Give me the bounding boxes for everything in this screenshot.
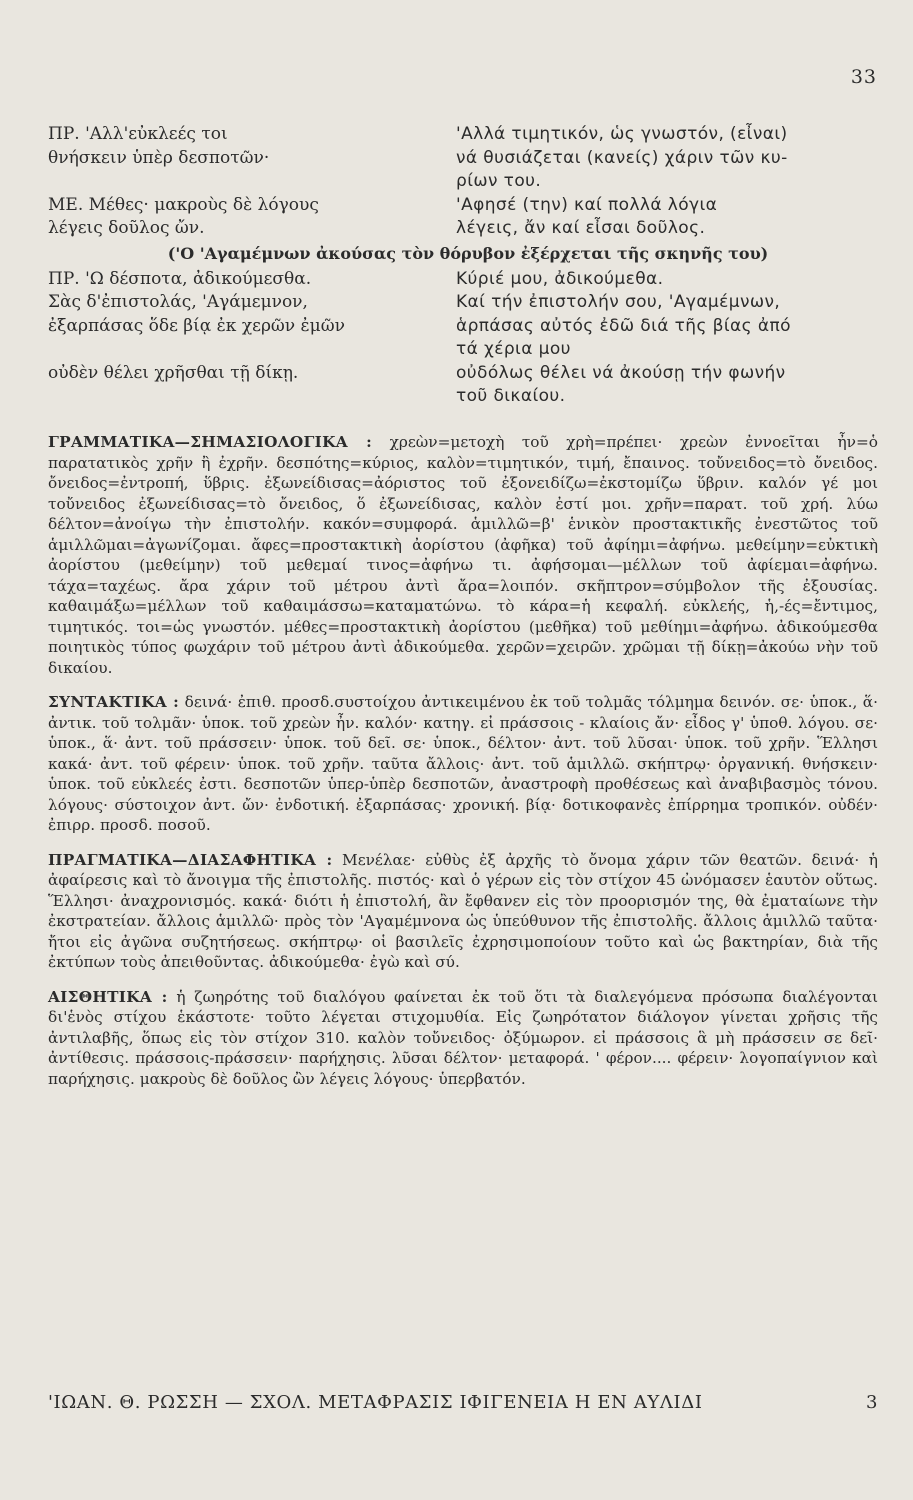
translation-text: Καί τήν ἐπιστολήν σου, 'Αγαμέμνων,: [456, 292, 781, 312]
footer-title: 'ΙΩΑΝ. Θ. ΡΩΣΣΗ — ΣΧΟΛ. ΜΕΤΑΦΡΑΣΙΣ ΙΦΙΓΕΝΕΙΑ Η ΕΝ ΑΥΛΙΔΙ: [48, 1392, 703, 1413]
ancient-text: ἐξαρπάσας ὅδε βίᾳ ἐκ χερῶν ἐμῶν: [48, 315, 345, 336]
dialogue-line: [48, 216, 888, 240]
dialogue-block: [48, 122, 888, 408]
section-title: ΠΡΑΓΜΑΤΙΚΑ—ΔΙΑΣΑΦΗΤΙΚΑ :: [48, 850, 333, 869]
ancient-text: οὐδὲν θέλει χρῆσθαι τῇ δίκῃ.: [48, 362, 299, 383]
note-section-aesthetic: [48, 987, 878, 1090]
running-footer: [48, 1392, 878, 1413]
section-title: ΣΥΝΤΑΚΤΙΚΑ :: [48, 693, 180, 711]
dialogue-line: [48, 384, 888, 408]
translation-text: ἁρπάσας αὐτός ἐδῶ διά τῆς βίας ἀπό: [456, 315, 791, 336]
commentary-notes: [48, 432, 878, 1103]
ancient-text: ΠΡ. 'Ω δέσποτα, ἀδικούμεσθα.: [48, 268, 312, 289]
note-section-grammar: [48, 432, 878, 678]
ancient-text: Σὰς δ'ἐπιστολάς, 'Αγάμεμνον,: [48, 292, 308, 312]
translation-text: οὐδόλως θέλει νά ἀκούσῃ τήν φωνήν: [456, 362, 786, 383]
section-title: ΑΙΣΘΗΤΙΚΑ :: [48, 987, 168, 1006]
dialogue-line: [48, 361, 888, 385]
note-section-syntax: [48, 692, 878, 836]
dialogue-line: [48, 290, 888, 314]
signature-mark: 3: [865, 1392, 878, 1413]
dialogue-line: [48, 314, 888, 338]
translation-text: ρίων του.: [456, 171, 542, 191]
section-text: Μενέλαε· εὐθὺς ἐξ ἀρχῆς τὸ ὄνομα χάριν τῶν θεατῶν. δεινά· ἡ ἀφαίρεσις καὶ τὸ ἄνοιγμα τῆς ἐπιστολῆς. πιστός· καὶ ὁ γέρων εἰς τὸν στίχον 45 ὠνόμασεν ἑαυτὸν οὕτως. Ἕλλησι· ἀναχρονισμός. κακά· διότι ἡ ἐπιστολή, ἂν ἔφθανεν εἰς τὸν προορισμόν της, θὰ ἐματαίωνε τὴν ἐκστρατείαν. ἄλλοις ἁμιλλῶ· πρὸς τὸν 'Αγαμέμνονα ὡς ὑπεύθυνον τῆς ἐπιστολῆς. ἄλλοις ἁμιλλῶ ταῦτα· ἤτοι εἰς ἀγῶνα συζητήσεως. σκήπτρῳ· οἱ βασιλεῖς ἐχρησιμοποίουν τοῦτο καὶ ὡς βακτηρίαν, διὰ τῆς ἐκτύπων τοὺς ἀπειθοῦντας. ἀδικούμεθα· ἐγὼ καὶ σύ.: [48, 850, 878, 971]
dialogue-line: [48, 337, 888, 361]
translation-text: νά θυσιάζεται (κανείς) χάριν τῶν κυ-: [456, 147, 788, 168]
ancient-text: θνήσκειν ὑπὲρ δεσποτῶν·: [48, 147, 270, 168]
note-section-factual: [48, 850, 878, 973]
section-title: ΓΡΑΜΜΑΤΙΚΑ—ΣΗΜΑΣΙΟΛΟΓΙΚΑ :: [48, 433, 373, 451]
ancient-text: [48, 169, 456, 193]
dialogue-line: [48, 193, 888, 217]
section-text: χρεὼν=μετοχὴ τοῦ χρὴ=πρέπει· χρεὼν ἐννοεῖται ἦν=ὁ παρατατικὸς χρῆν ἢ ἐχρῆν. δεσπότης=κύριος, καλὸν=τιμητικόν, τιμή, ἔπαινος. τοὔνειδος=τὸ ὄνειδος. ὄνειδος=ἐντροπή, ὕβρις. ἐξωνείδισας=ἀόριστος τοῦ ἐξονειδίζω=ἐκστομίζω ὕβριν. καλόν γέ μοι τοὔνειδος ἐξωνείδισας=τὸ ὄνειδος, ὅ ἐξωνείδισας, καλὸν ἐστί μοι. χρῆν=παρατ. τοῦ χρή. λύω δέλτον=ἀνοίγω τὴν ἐπιστολήν. κακόν=συμφορά. ἁμιλλῶ=β' ἑνικὸν προστακτικῆς ἐνεστῶτος τοῦ ἁμιλλῶμαι=ἀγωνίζομαι. ἄφες=προστακτικὴ ἀορίστου (ἀφῆκα) τοῦ ἀφίημι=ἀφήνω. μεθείμην=εὐκτικὴ ἀορίστου (μεθείμην) τοῦ μεθεμαί τινος=ἀφήνω τι. ἀφήσομαι—μέλλων τοῦ ἀφίεμαι=ἀφήνω. τάχα=ταχέως. ἄρα χάριν τοῦ μέτρου ἀντὶ ἄρα=λοιπόν. σκῆπτρον=σύμβολον τῆς ἐξουσίας. καθαιμάξω=μέλλων τοῦ καθαιμάσσω=καταματώνω. τὸ κάρα=ἡ κεφαλή. εὐκλεής, ἡ,-ές=ἔντιμος, τιμητικός. τοι=ὡς γνωστόν. μέθες=προστακτικὴ ἀορίστου (μεθῆκα) τοῦ μεθίημι=ἀφήνω. ἀδικούμεσθα ποιητικὸς τύπος φωχάριν τοῦ μέτρου ἀντὶ ἀδικούμεθα. χερῶν=χειρῶν. χρῶμαι τῇ δίκῃ=ἀκούω νὴν τοῦ δικαίου.: [48, 433, 878, 677]
section-text: δεινά· ἐπιθ. προσδ.συστοίχου ἀντικειμένου ἐκ τοῦ τολμᾶς τόλμημα δεινόν. σε· ὑποκ., ἅ· ἀντικ. τοῦ τολμᾶν· ὑποκ. τοῦ χρεὼν ἦν. καλόν· κατηγ. εἰ πράσσοις - κλαίοις ἄν· εἶδος γ' ὑποθ. λόγου. σε· ὑποκ., ἅ· ἀντ. τοῦ πράσσειν· ὑποκ. τοῦ δεῖ. σε· ὑποκ., δέλτον· ἀντ. τοῦ λῦσαι· ὑποκ. τοῦ χρῆν. Ἕλλησι κακά· ἀντ. τοῦ φέρειν· ὑποκ. τοῦ χρῆν. ταῦτα ἄλλοις· ἀντ. τοῦ ἁμιλλῶ. σκήπτρῳ· ὀργανική. θνήσκειν· ὑποκ. τοῦ εὐκλεές ἐστι. δεσποτῶν ὑπερ-ὑπὲρ δεσποτῶν, ἀναστροφὴ προθέσεως καὶ ἀναβιβασμὸς τόνου. λόγους· σύστοιχον ἀντ. ὤν· ἐνδοτική. ἐξαρπάσας· χρονική. βίᾳ· δοτικοφανὲς ἐπίρρημα τροπικόν. οὐδέν· ἐπιρρ. προσδ. ποσοῦ.: [48, 693, 878, 834]
dialogue-line: [48, 169, 888, 193]
translation-text: τοῦ δικαίου.: [456, 386, 566, 406]
ancient-text: λέγεις δοῦλος ὤν.: [48, 218, 205, 238]
translation-text: 'Αφησέ (την) καί πολλά λόγια: [456, 194, 718, 215]
dialogue-line: [48, 122, 888, 146]
stage-direction: ('Ο 'Αγαμέμνων ἀκούσας τὸν θόρυβον ἐξέρχεται τῆς σκηνῆς του): [167, 243, 769, 263]
dialogue-line: [48, 267, 888, 291]
ancient-text: ΜΕ. Μέθες· μακροὺς δὲ λόγους: [48, 194, 319, 215]
ancient-text: [48, 384, 456, 408]
translation-text: 'Αλλά τιμητικόν, ὡς γνωστόν, (εἶναι): [456, 124, 788, 144]
dialogue-line: [48, 146, 888, 170]
ancient-text: ΠΡ. 'Αλλ'εὐκλεές τοι: [48, 124, 228, 144]
translation-text: Κύριέ μου, ἀδικούμεθα.: [456, 268, 664, 289]
ancient-text: [48, 337, 456, 361]
page-number: 33: [850, 66, 877, 88]
translation-text: λέγεις, ἄν καί εἶσαι δοῦλος.: [456, 218, 706, 238]
translation-text: τά χέρια μου: [456, 339, 571, 359]
section-text: ἡ ζωηρότης τοῦ διαλόγου φαίνεται ἐκ τοῦ ὅτι τὰ διαλεγόμενα πρόσωπα διαλέγονται δι'ἑνὸς στίχου ἑκάστοτε· τοῦτο λέγεται στιχομυθία. Εἰς ζωηρότατον διάλογον γίνεται χρῆσις τῆς ἀντιλαβῆς, ὅπως εἰς τὸν στίχον 310. καλὸν τοὔνειδος· ὀξύμωρον. εἰ πράσσοις ἃ μὴ πράσσειν σε δεῖ· ἀντίθεσις. πράσσοις-πράσσειν· παρήχησις. λῦσαι δέλτον· μεταφορά. ' φέρον.... φέρειν· λογοπαίγνιον καὶ παρήχησις. μακροὺς δὲ δοῦλος ὢν λέγεις λόγους· ὑπερβατόν.: [48, 987, 878, 1088]
